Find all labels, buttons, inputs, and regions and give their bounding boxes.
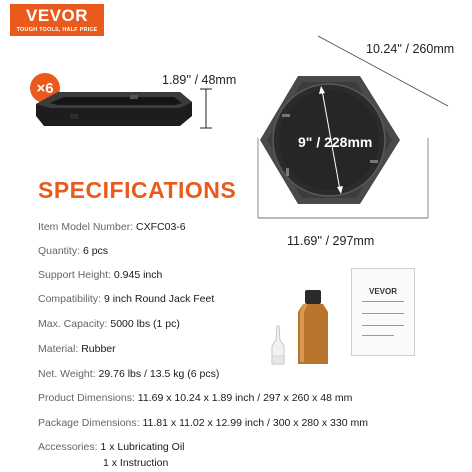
spec-row-package-dimensions [38, 417, 368, 429]
spec-row-product-dimensions [38, 392, 352, 404]
manual-line [362, 325, 404, 326]
logo-brand: VEVOR [25, 6, 89, 25]
spec-row-accessories-extra [103, 457, 168, 469]
spec-row-accessories [38, 441, 185, 453]
height-dimension-label: 1.89'' / 48mm [162, 73, 237, 87]
pad-side-view-image [30, 84, 200, 136]
manual-line [362, 301, 404, 302]
spec-value: CXFC03-6 [136, 221, 186, 233]
logo-tagline: TOUGH TOOLS, HALF PRICE [16, 27, 98, 33]
spec-row-max-capacity [38, 318, 180, 330]
instruction-manual-image [351, 268, 415, 356]
spec-row-model [38, 221, 186, 233]
vevor-logo [10, 4, 104, 36]
spec-value: 11.69 x 10.24 x 1.89 inch / 297 x 260 x 48 mm [137, 392, 353, 404]
overall-dimension-label: 11.69'' / 297mm [287, 234, 375, 248]
specifications-title: SPECIFICATIONS [38, 177, 237, 203]
spec-value: 5000 lbs (1 pc) [110, 318, 180, 330]
quantity-badge: ×6 [30, 73, 60, 103]
manual-brand: VEVOR [368, 287, 397, 296]
height-dimension-marker [200, 86, 212, 132]
spec-value: 11.81 x 11.02 x 12.99 inch / 300 x 280 x 330 mm [142, 417, 368, 429]
spec-label: Support Height: [38, 269, 111, 281]
spec-label: Quantity: [38, 245, 81, 257]
flat-width-dimension-label: 10.24'' / 260mm [366, 42, 455, 56]
spec-row-support-height [38, 269, 162, 281]
spec-label: Material: [38, 343, 79, 355]
spec-label: Compatibility: [38, 293, 102, 305]
spec-label: Product Dimensions: [38, 392, 135, 404]
spec-row-quantity [38, 245, 108, 257]
spec-value: 0.945 inch [113, 269, 163, 281]
dropper-cap-image [266, 324, 290, 368]
inner-diameter-label: 9" / 228mm [298, 134, 373, 150]
spec-value: Rubber [81, 343, 116, 355]
manual-line [362, 313, 404, 314]
spec-value: 1 x Instruction [103, 457, 169, 469]
spec-value: 9 inch Round Jack Feet [103, 293, 215, 305]
spec-label: Item Model Number: [38, 221, 134, 233]
spec-row-net-weight [38, 368, 219, 380]
spec-label: Package Dimensions: [38, 417, 140, 429]
spec-label: Max. Capacity: [38, 318, 108, 330]
spec-row-compatibility [38, 293, 214, 305]
pad-top-view-image [240, 28, 472, 238]
lubricating-oil-bottle-image [290, 288, 336, 368]
spec-label: Accessories: [38, 441, 98, 453]
spec-value: 29.76 lbs / 13.5 kg (6 pcs) [98, 368, 220, 380]
spec-label: Net. Weight: [38, 368, 96, 380]
spec-value: 1 x Lubricating Oil [100, 441, 185, 453]
spec-value: 6 pcs [82, 245, 109, 257]
manual-line [362, 335, 394, 336]
spec-row-material [38, 343, 116, 355]
